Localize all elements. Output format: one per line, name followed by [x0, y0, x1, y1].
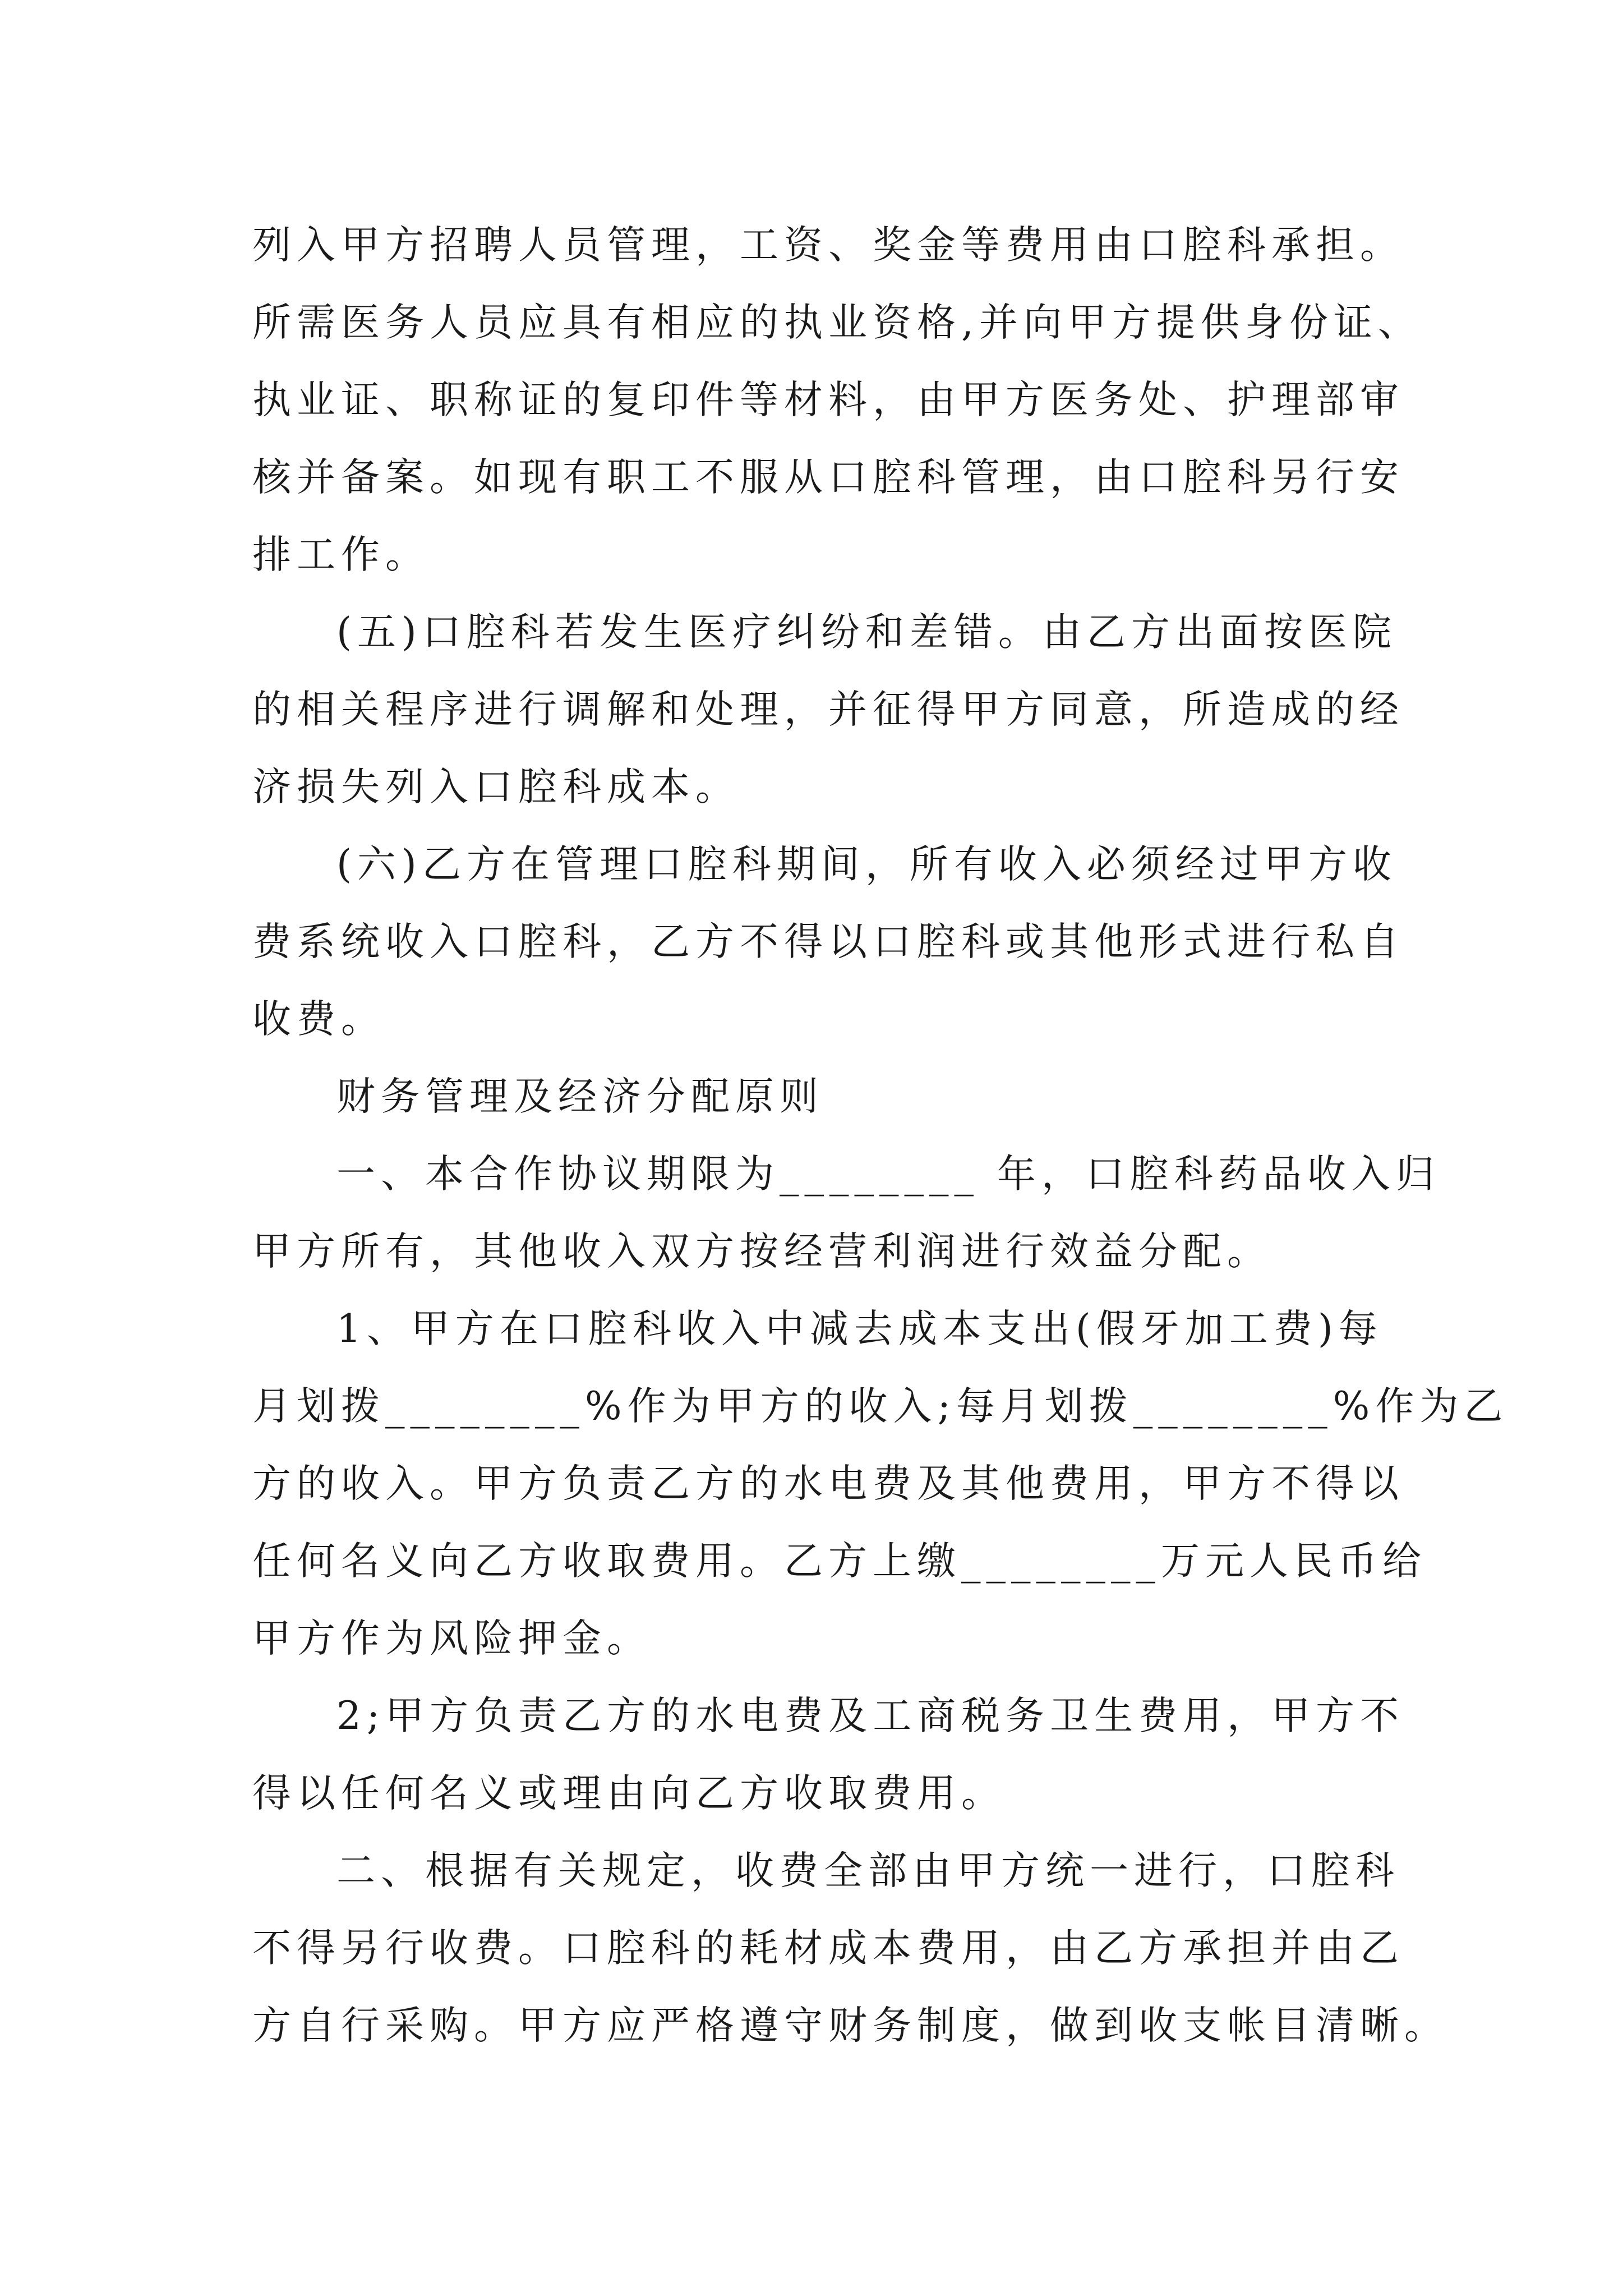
paragraph-start-line: 二、根据有关规定，收费全部由甲方统一进行，口腔科: [336, 1848, 1400, 1893]
paragraph-start-line: (五)口腔科若发生医疗纠纷和差错。由乙方出面按医院: [336, 610, 1397, 655]
section-heading: 财务管理及经济分配原则: [336, 1074, 824, 1119]
document-body: [252, 206, 1509, 2064]
paragraph-start-line: 2;甲方负责乙方的水电费及工商税务卫生费用，甲方不: [336, 1694, 1405, 1738]
text-line: 济损失列入口腔科成本。: [252, 765, 740, 809]
text-line: 所需医务人员应具有相应的执业资格,并向甲方提供身份证、: [252, 300, 1422, 345]
text-line: 费系统收入口腔科，乙方不得以口腔科或其他形式进行私自: [252, 919, 1404, 964]
text-line: 甲方作为风险押金。: [252, 1616, 651, 1661]
text-line: 甲方所有，其他收入双方按经营利润进行效益分配。: [252, 1229, 1271, 1274]
text-line: 得以任何名义或理由向乙方收取费用。: [252, 1771, 1006, 1816]
text-line: 月划拨________%作为甲方的收入;每月划拨________%作为乙: [252, 1384, 1509, 1429]
paragraph-start-line: (六)乙方在管理口腔科期间，所有收入必须经过甲方收: [336, 842, 1397, 887]
text-line: 执业证、职称证的复印件等材料，由甲方医务处、护理部审: [252, 378, 1404, 422]
text-line: 任何名义向乙方收取费用。乙方上缴________万元人民币给: [252, 1539, 1427, 1584]
text-line: 的相关程序进行调解和处理，并征得甲方同意，所造成的经: [252, 687, 1404, 732]
text-line: 方自行采购。甲方应严格遵守财务制度，做到收支帐目清晰。: [252, 2003, 1449, 2048]
text-line: 列入甲方招聘人员管理，工资、奖金等费用由口腔科承担。: [252, 223, 1404, 268]
text-line: 核并备案。如现有职工不服从口腔科管理，由口腔科另行安: [252, 455, 1404, 500]
paragraph-start-line: 1、甲方在口腔科收入中减去成本支出(假牙加工费)每: [336, 1306, 1383, 1351]
text-line: 排工作。: [252, 532, 430, 577]
text-line: 方的收入。甲方负责乙方的水电费及其他费用，甲方不得以: [252, 1461, 1404, 1506]
paragraph-start-line: 一、本合作协议期限为________ 年，口腔科药品收入归: [336, 1152, 1440, 1197]
text-line: 不得另行收费。口腔科的耗材成本费用，由乙方承担并由乙: [252, 1926, 1404, 1971]
text-line: 收费。: [252, 997, 385, 1042]
